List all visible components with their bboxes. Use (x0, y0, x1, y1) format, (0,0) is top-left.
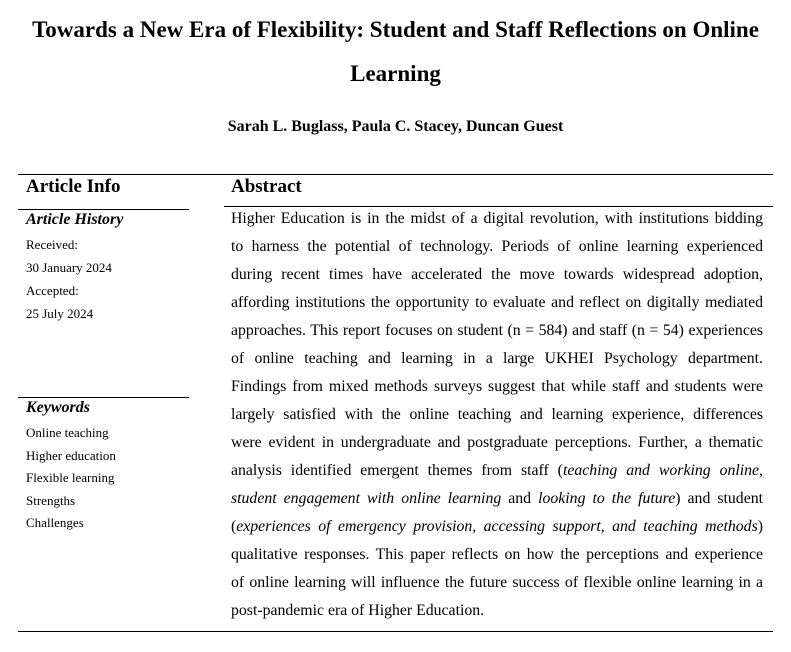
author-list: Sarah L. Buglass, Paula C. Stacey, Duncan Guest (227, 118, 564, 135)
abstract-text: ) (757, 518, 763, 535)
abstract-line: affording institutions the opportunity to evaluate and reflect on digitally mediated (231, 294, 763, 311)
abstract-line: of online teaching and learning in a large UKHEI Psychology department. (231, 350, 763, 367)
abstract-italic-text: experiences of emergency provision, accessing support, and teaching methods (236, 518, 758, 535)
abstract-text: and (501, 490, 539, 507)
abstract-line: Higher Education is in the midst of a digital revolution, with institutions bidding (231, 210, 763, 227)
abstract-italic-text: teaching and working online, (562, 462, 763, 479)
keyword-item: Online teaching (26, 425, 109, 440)
abstract-text: analysis identified emergent themes from staff ( (231, 462, 563, 479)
keyword-item: Higher education (26, 447, 116, 463)
history-accepted-date: 25 July 2024 (26, 306, 94, 321)
paper-title-line-2: Learning (350, 61, 441, 86)
abstract-italic-text: looking to the future (538, 490, 676, 507)
paper-title (0, 8, 791, 96)
keyword-item: Challenges (26, 515, 84, 531)
abstract-line (231, 513, 763, 541)
article-history-heading: Article History (26, 211, 124, 228)
abstract-line: qualitative responses. This paper reflects on how the perceptions and experience (231, 546, 763, 563)
history-received-label: Received: (26, 237, 78, 252)
abstract-line (231, 457, 763, 485)
abstract-text: ) and student (675, 490, 763, 507)
history-received-date: 30 January 2024 (26, 260, 112, 275)
abstract-line (231, 485, 763, 513)
history-accepted-label: Accepted: (26, 283, 79, 298)
abstract-line: were evident in undergraduate and postgraduate perceptions. Further, a thematic (231, 434, 763, 451)
bottom-divider (18, 631, 773, 632)
abstract-line: largely satisfied with the online teaching and learning experience, differences (231, 406, 763, 423)
abstract-line: approaches. This report focuses on student (n = 584) and staff (n = 54) experiences (231, 322, 763, 339)
abstract-line: Findings from mixed methods surveys suggest that while staff and students were (231, 378, 763, 395)
article-info-heading: Article Info (26, 176, 121, 197)
abstract-line: during recent times have accelerated the move towards widespread adoption, (231, 266, 763, 283)
keywords-list (26, 422, 116, 535)
abstract-body (231, 205, 763, 625)
abstract-line: post-pandemic era of Higher Education. (231, 602, 485, 619)
abstract-line: to harness the potential of technology. Periods of online learning experienced (231, 238, 763, 255)
paper-title-line-1: Towards a New Era of Flexibility: Student and Staff Reflections on Online (32, 17, 759, 42)
keywords-heading: Keywords (26, 399, 90, 416)
keyword-item: Strengths (26, 492, 76, 508)
article-history-list (26, 233, 112, 325)
abstract-line: of online learning will influence the future success of flexible online learning in a (231, 574, 763, 591)
top-divider (18, 174, 773, 175)
abstract-heading: Abstract (231, 176, 302, 197)
keyword-item: Flexible learning (26, 470, 115, 486)
abstract-text: ( (231, 518, 237, 535)
abstract-italic-text: student engagement with online learning (231, 490, 502, 507)
